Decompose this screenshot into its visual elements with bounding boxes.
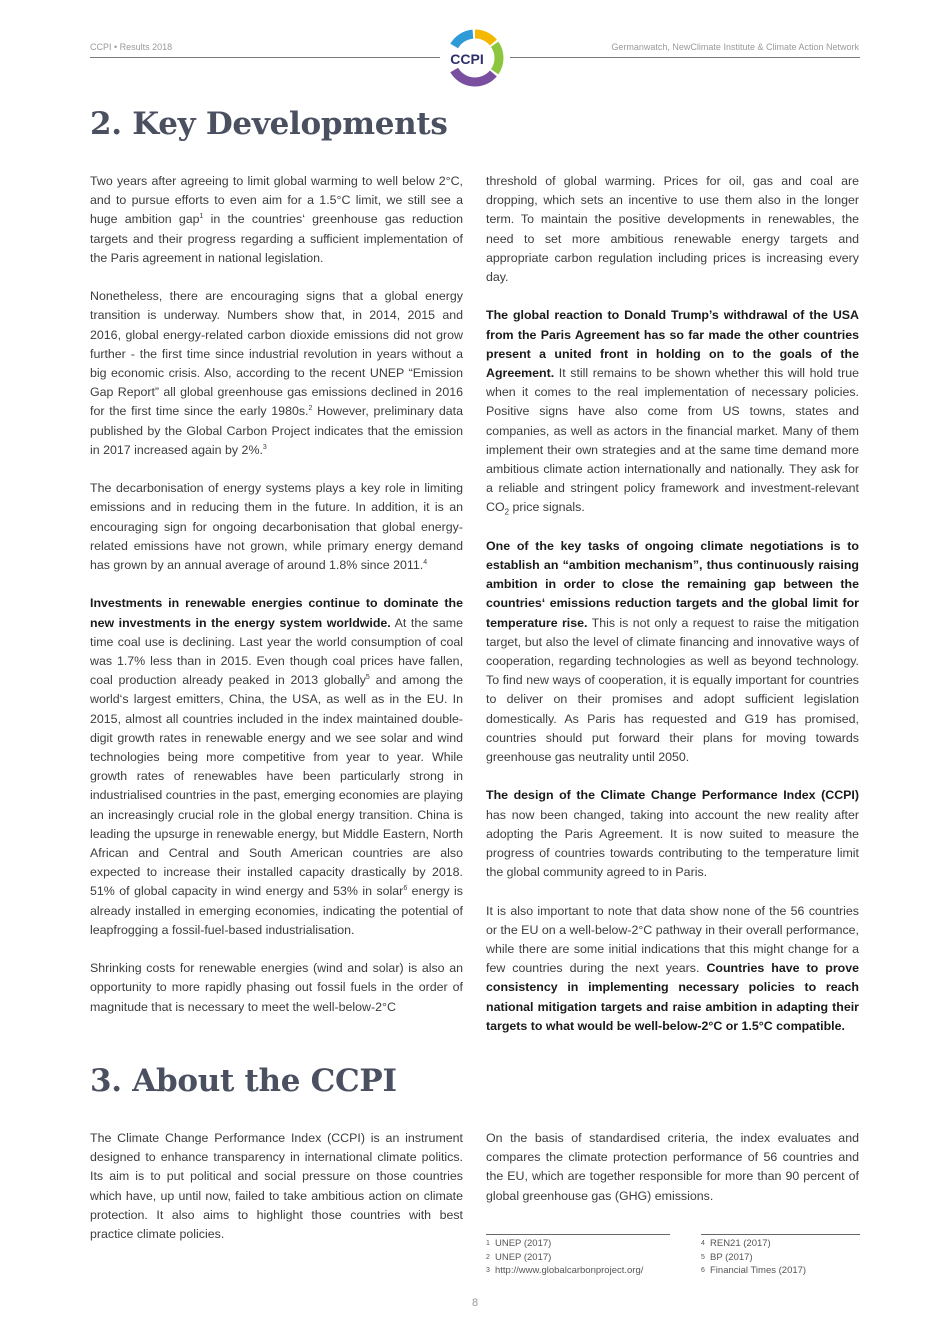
footnote-number: 4 bbox=[701, 1240, 705, 1247]
ccpi-logo bbox=[443, 29, 507, 87]
page-number: 8 bbox=[471, 1297, 479, 1309]
section-heading-about-ccpi: 3. About the CCPI bbox=[90, 1063, 397, 1099]
footnote bbox=[701, 1264, 806, 1278]
footnote bbox=[701, 1251, 806, 1265]
header-right-text: Germanwatch, NewClimate Institute & Climate Action Network bbox=[611, 42, 859, 52]
section3-right-paragraph: On the basis of standardised criteria, the index evaluates and compares the climate protection performance of 56 countries and the EU, which are together responsible for more than 90 percent of global greenhouse gas (GHG) emissions. bbox=[486, 1131, 859, 1203]
text-run: However, preliminary data published by the Global Carbon Project indicates that the emission in 2017 increased again by 2%. bbox=[90, 404, 464, 457]
paragraph bbox=[90, 287, 463, 460]
text-run: This is not only a request to raise the mitigation target, but also the level of climate financing and innovative ways of cooperation, regarding technologies as well as beyond technology. To find new ways of cooperation, it is equally important for countries to deliver on their promises and adopt sufficient legislation domestically. As Paris has requested and G19 has promised, countries should put forward their plans for moving towards greenhouse gas neutrality until 2050. bbox=[486, 615, 859, 765]
paragraph bbox=[486, 902, 859, 1036]
section3-left-paragraph: The Climate Change Performance Index (CCPI) is an instrument designed to enhance transparency in international climate politics. Its aim is to put political and social pressure on those countries which have, up until now, failed to take ambitious action on climate protection. It also aims to highlight those countries with best practice climate policies. bbox=[90, 1131, 463, 1242]
footnote bbox=[486, 1264, 643, 1278]
paragraph bbox=[486, 172, 859, 287]
section3-left-column bbox=[90, 1129, 463, 1263]
footnote-text: REN21 (2017) bbox=[710, 1238, 771, 1249]
header-left-text: CCPI • Results 2018 bbox=[90, 42, 173, 52]
section-heading-key-developments: 2. Key Developments bbox=[90, 106, 448, 142]
text-run: Nonetheless, there are encouraging signs that a global energy transition is underway. Numbers show that, in 2014, 2015 and 2016, global energy-related carbon dioxide emissions did not grow further - the first time since industrial revolution in years without a big economic crisis. Also, according to the recent UNEP “Emission Gap Report” all global greenhouse gas emissions declined in 2016 for the first time since the early 1980s. bbox=[90, 289, 463, 419]
footnote-ref: 4 bbox=[423, 558, 428, 566]
bold-lead: One of the key tasks of ongoing climate negotiations is to establish an “ambition mechanism”, thus continuously raising ambition in order to close the remaining gap between the countries‘ emissions reduction targets and the global limit for temperature rise. bbox=[486, 538, 859, 630]
footnote-number: 3 bbox=[486, 1267, 490, 1274]
text-run: Shrinking costs for renewable energies (wind and solar) is also an opportunity to more rapidly phasing out fossil fuels in the order of magnitude that is necessary to meet the well-below-2°C bbox=[90, 961, 463, 1014]
footnote-rule-left bbox=[486, 1234, 670, 1235]
paragraph bbox=[486, 306, 859, 517]
section3-right-column bbox=[486, 1129, 859, 1225]
footnote bbox=[486, 1237, 643, 1251]
footnote-ref: 1 bbox=[199, 213, 204, 221]
paragraph bbox=[90, 479, 463, 575]
text-run: and among the world‘s largest emitters, China, the USA, as well as in the EU. In 2015, almost all countries included in the index maintained double-digit growth rates in renewable energy and we see solar and wind technologies being more competitive from year to year. While growth rates of renewables have been particularly strong in industrialised countries in the past, emerging economies are playing an increasingly crucial role in the global energy transition. China is leading the upsurge in renewable energy, but Middle Eastern, North African and Central and South American countries are also expected to increase their installed capacity drastically by 2018. 51% of global capacity in wind energy and 53% in solar bbox=[90, 673, 463, 899]
footnote-number: 6 bbox=[701, 1267, 705, 1274]
header-rule-left bbox=[90, 57, 440, 58]
footnotes-left bbox=[486, 1237, 643, 1278]
footnote bbox=[701, 1237, 806, 1251]
footnote-ref: 3 bbox=[262, 443, 267, 451]
footnote-rule-right bbox=[701, 1234, 860, 1235]
footnotes-right bbox=[701, 1237, 806, 1278]
text-run: has now been changed, taking into account the new reality after adopting the Paris Agreement. It is now suited to measure the progress of countries towards contributing to the temperature limit the global community agreed to in Paris. bbox=[486, 807, 859, 880]
footnote-number: 2 bbox=[486, 1253, 490, 1261]
logo-ring-segment bbox=[454, 34, 473, 46]
logo-ring-segment bbox=[495, 44, 499, 72]
bold-lead: Countries have to prove consistency in implementing necessary policies to reach national mitigation targets and raise ambition in adapting their targets to what would be well-below-2°C or 1.5°C compatible. bbox=[486, 961, 859, 1033]
footnote-number: 5 bbox=[701, 1253, 705, 1261]
text-run: threshold of global warming. Prices for oil, gas and coal are dropping, which sets an incentive to use them also in the longer term. To maintain the positive developments in renewables, the need to set more ambitious renewable energy targets and appropriate carbon regulation including prices is increasing every day. bbox=[486, 174, 859, 285]
text-run: It still remains to be shown whether this will hold true when it comes to the real implementation of necessary policies. Positive signs have also come from US towns, states and companies, as well as actors in the financial market. Many of them implement their own strategies and at the same time demand more ambitious climate action internationally and nationally. They ask for a reliable and stringent policy framework and investment-relevant CO bbox=[486, 366, 859, 515]
logo-text: CCPI bbox=[450, 51, 484, 67]
logo-ring-segment bbox=[475, 34, 493, 43]
bold-lead: The global reaction to Donald Trump’s withdrawal of the USA from the Paris Agreement has so far made the other countries present a united front in holding on to the goals of the Agreement. bbox=[486, 308, 859, 381]
footnote-ref: 2 bbox=[308, 405, 313, 413]
footnote-number: 1 bbox=[486, 1240, 490, 1247]
footnote-text: http://www.globalcarbonproject.org/ bbox=[495, 1265, 644, 1276]
text-run: price signals. bbox=[509, 500, 585, 515]
section2-right-column bbox=[486, 172, 859, 1055]
footnote bbox=[486, 1251, 643, 1265]
paragraph bbox=[486, 786, 859, 882]
footnote-ref: 6 bbox=[403, 885, 408, 893]
text-run: At the same time coal use is declining. Last year the world consumption of coal was 1.7% less than in 2015. Even though coal prices have fallen, coal production already peaked in 2013 globally bbox=[90, 615, 463, 688]
bold-lead: Investments in renewable energies continue to dominate the new investments in the energy system worldwide. bbox=[90, 596, 463, 630]
paragraph bbox=[90, 959, 463, 1017]
bold-lead: The design of the Climate Change Performance Index (CCPI) bbox=[486, 788, 859, 803]
footnote-text: UNEP (2017) bbox=[495, 1251, 552, 1263]
text-run: energy is already installed in emerging economies, indicating the potential of leapfrogging a fossil-fuel-based industrialisation. bbox=[90, 884, 463, 937]
footnote-text: Financial Times (2017) bbox=[710, 1265, 807, 1276]
footnote-text: UNEP (2017) bbox=[495, 1238, 552, 1249]
logo-ring-segment bbox=[454, 70, 493, 82]
subscript: 2 bbox=[504, 507, 510, 517]
header-rule-right bbox=[510, 57, 860, 58]
section2-left-column bbox=[90, 172, 463, 1036]
paragraph bbox=[486, 537, 859, 767]
text-run: in the countries‘ greenhouse gas reduction targets and their progress regarding a sufficient implementation of the Paris agreement in national legislation. bbox=[90, 212, 463, 265]
footnote-text: BP (2017) bbox=[710, 1251, 753, 1263]
paragraph bbox=[90, 172, 463, 268]
text-run: Two years after agreeing to limit global warming to well below 2°C, and to pursue efforts to even aim for a 1.5°C limit, we still see a huge ambition gap bbox=[90, 174, 463, 227]
paragraph bbox=[90, 594, 463, 940]
text-run: The decarbonisation of energy systems plays a key role in limiting emissions and in reducing them in the future. In addition, it is an encouraging sign for ongoing decarbonisation that global energy-related emissions have not grown, while primary energy demand has grown by an annual average of around 1.8% since 2011. bbox=[90, 481, 463, 573]
text-run: It is also important to note that data show none of the 56 countries or the EU on a well-below-2°C pathway in their overall performance, while there are some initial indications that this might change for a few countries during the next years. bbox=[486, 903, 859, 976]
footnote-ref: 5 bbox=[365, 674, 370, 682]
